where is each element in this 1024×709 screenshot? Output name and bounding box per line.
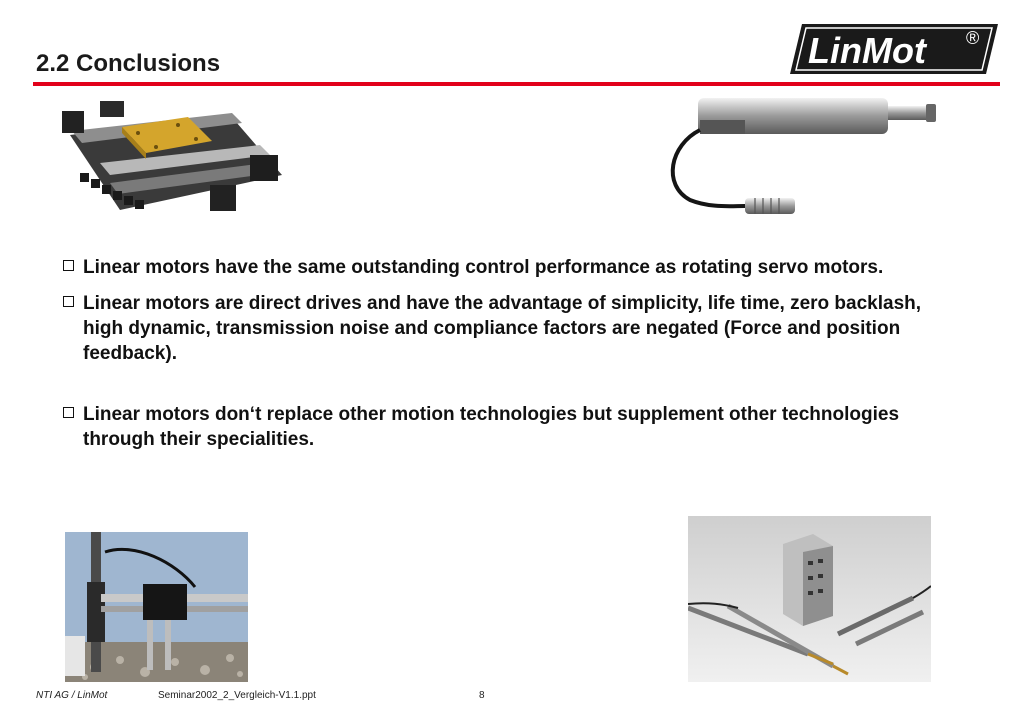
title-underline [33, 82, 1000, 86]
checkbox-bullet-icon [63, 407, 74, 418]
linear-stage-photo [60, 95, 285, 230]
footer-company: NTI AG / LinMot [36, 690, 108, 701]
logo-text: LinMot [808, 30, 926, 71]
bullet-item [62, 291, 922, 366]
logo-registered-mark: ® [966, 28, 980, 48]
page-title: 2.2 Conclusions [36, 50, 221, 77]
bullet-text: Linear motors have the same outstanding control performance as rotating servo motors. [83, 257, 884, 278]
bullet-item [62, 402, 922, 452]
gantry-system-photo [65, 532, 248, 682]
bullet-list [62, 255, 922, 452]
page-number: 8 [479, 690, 485, 701]
checkbox-bullet-icon [63, 296, 74, 307]
checkbox-bullet-icon [63, 260, 74, 271]
bullet-text: Linear motors are direct drives and have the advantage of simplicity, life time, zero backlash, high dynamic, transmission noise and compliance factors are negated (Force and position feedback). [83, 293, 922, 364]
motors-and-drive-photo [688, 516, 931, 682]
bullet-item [62, 255, 922, 280]
bullet-text: Linear motors don‘t replace other motion technologies but supplement other technologies through their specialities. [83, 404, 900, 450]
linear-motor-photo [660, 90, 950, 225]
linmot-logo [790, 22, 998, 76]
footer-filename: Seminar2002_2_Vergleich-V1.1.ppt [158, 690, 316, 701]
